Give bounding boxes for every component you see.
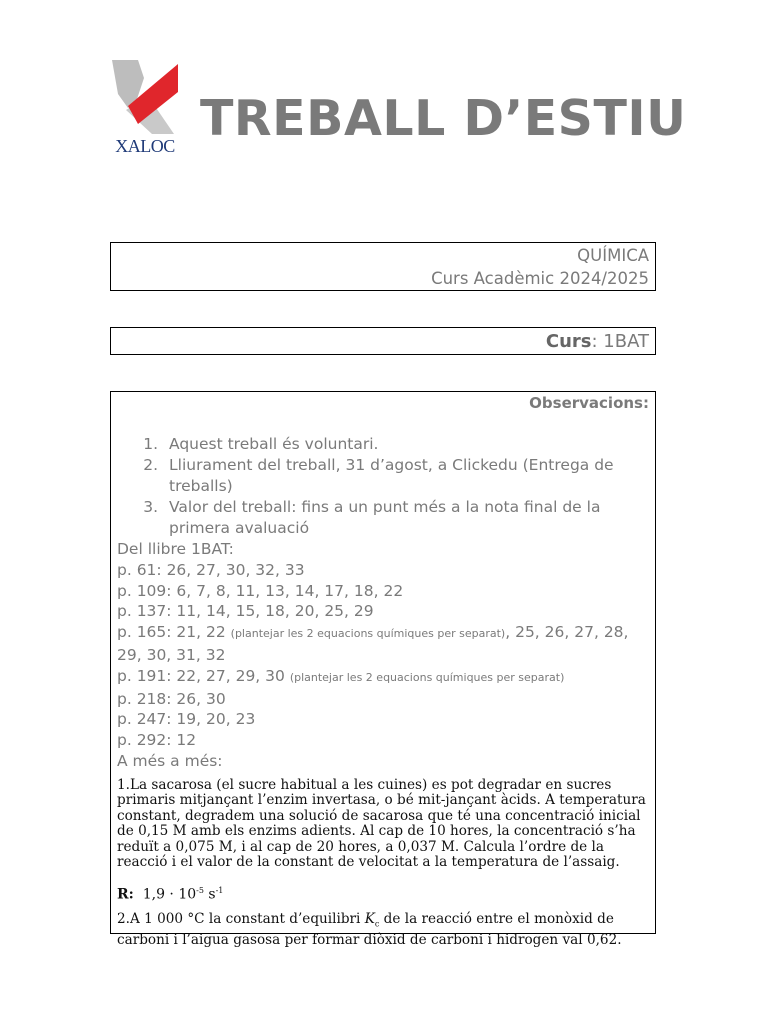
constant-subscript: c [374, 920, 380, 930]
xaloc-logo-mark [108, 58, 182, 136]
page-line-text: p. 165: 21, 22 [117, 623, 231, 642]
page-line: p. 218: 26, 30 [117, 689, 226, 708]
observations-box [110, 391, 656, 948]
observations-list [117, 434, 649, 539]
course-line [117, 328, 649, 355]
page-line: p. 247: 19, 20, 23 [117, 710, 256, 729]
problem-2 [117, 912, 649, 948]
answer-exponent: -5 [196, 885, 204, 895]
page-line [117, 666, 649, 689]
answer-unit: s [203, 886, 216, 903]
logo-text: XALOC [115, 136, 175, 156]
list-item: 2. Lliurament del treball, 31 d’agost, a Clickedu (Entrega de treballs) [163, 455, 649, 497]
observations-heading: Observacions: [529, 394, 649, 412]
problem-2-text-end: de la reacció entre el monòxid de carboni i l’aigua gasosa per formar diòxid de carboni i hidrogen val 0,62. [117, 911, 622, 948]
extra-heading: A més a més: [117, 751, 223, 770]
page-line [117, 622, 649, 666]
course-value: : 1BAT [591, 331, 649, 352]
page-line: p. 137: 11, 14, 15, 18, 20, 25, 29 [117, 602, 374, 621]
problem-1: 1.La sacarosa (el sucre habitual a les cuines) es pot degradar en sucres primaris mitjançant l’enzim invertasa, o bé mit-jançant àcids. A temperatura constant, degradem una solució de sacarosa que té una concentració inicial de 0,15 M amb els enzims adients. Al cap de 10 hores, la concentració s’ha reduït a 0,075 M, i al cap de 20 hores, a 0,037 M. Calcula l’ordre de la reacció i el valor de la constant de velocitat a la temperatura de l’assaig. [117, 776, 646, 871]
course-box [110, 327, 656, 355]
answer-label: R: [117, 886, 134, 903]
page-line-text: p. 191: 22, 27, 29, 30 [117, 666, 290, 685]
problem-2-text: 2.A 1 000 °C la constant d’equilibri [117, 911, 365, 928]
course-label: Curs [545, 331, 592, 352]
page-line-tail: , 25, 26, 27, 28, 29, 30, 31, 32 [117, 623, 629, 664]
page-line: p. 109: 6, 7, 8, 11, 13, 14, 17, 18, 22 [117, 581, 404, 600]
subject-label: QUÍMICA [577, 246, 649, 265]
academic-year-label: Curs Acadèmic 2024/2025 [431, 269, 649, 288]
page-title: TREBALL D’ESTIU [200, 90, 687, 147]
xaloc-logo [108, 58, 182, 156]
answer-unit-exponent: -1 [215, 885, 224, 895]
answer-1 [117, 882, 649, 904]
answer-value: 1,9 · 10 [142, 886, 197, 903]
page-line-note: (plantejar les 2 equacions químiques per separat) [230, 627, 506, 641]
list-item: 3. Valor del treball: fins a un punt més a la nota final de la primera avaluació [163, 497, 649, 539]
page-line-note: (plantejar les 2 equacions químiques per separat) [289, 670, 565, 684]
page-line: p. 61: 26, 27, 30, 32, 33 [117, 560, 305, 579]
book-heading: Del llibre 1BAT: [117, 540, 234, 558]
constant-symbol: K [364, 911, 375, 928]
page-line: p. 292: 12 [117, 731, 197, 750]
subject-box [110, 242, 656, 291]
list-item: 1. Aquest treball és voluntari. [163, 434, 649, 455]
